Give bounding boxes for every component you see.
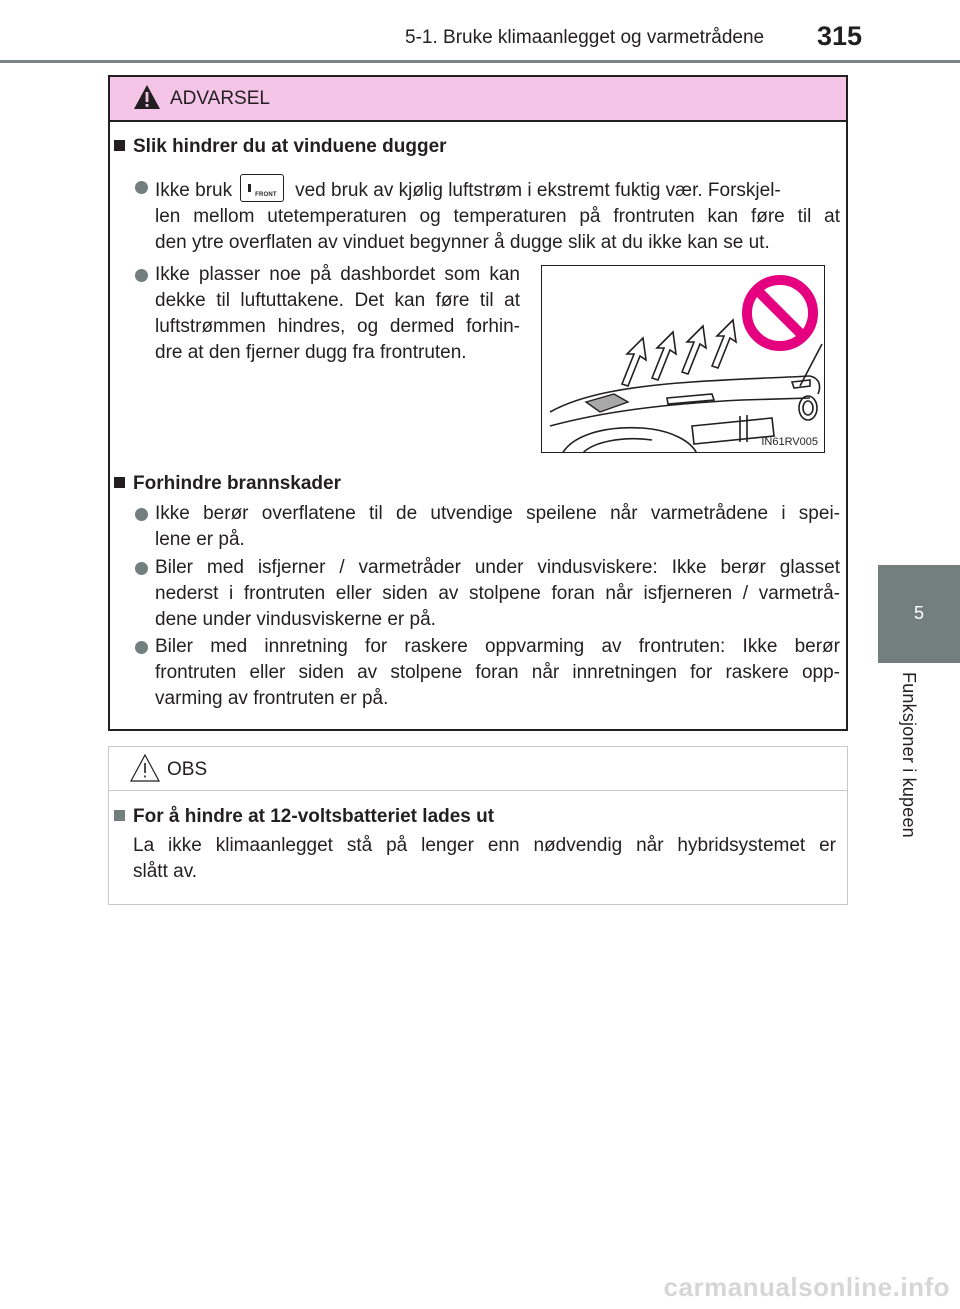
square-bullet-icon	[114, 810, 125, 821]
round-bullet-icon	[135, 269, 148, 282]
warning-header	[110, 77, 846, 122]
list-item: Biler med isfjerner / varmetråder under vindusviskere: Ikke berør glasset nederst i frontruten eller siden av stolpene foran når isfjerneren / varmetrå- dene under vindusviskerne er på.	[155, 555, 840, 633]
chapter-label: Funksjoner i kupeen	[899, 672, 919, 838]
figure-code: IN61RV005	[761, 436, 818, 448]
footer-watermark[interactable]: carmanualsonline.info	[663, 1272, 950, 1302]
list-item: Ikke berør overflatene til de utvendige speilene når varmetrådene i spei- lene er på.	[155, 501, 840, 553]
square-bullet-icon	[114, 477, 125, 488]
round-bullet-icon	[135, 562, 148, 575]
notice-header	[109, 747, 847, 791]
header-rule	[0, 60, 960, 63]
chapter-tab[interactable]	[878, 565, 960, 663]
chapter-number: 5	[913, 603, 924, 623]
dashboard-illustration	[541, 265, 825, 453]
front-defroster-button-icon: FRONT	[240, 174, 284, 202]
round-bullet-icon	[135, 641, 148, 654]
section-title-battery: For å hindre at 12-voltsbatteriet lades ut	[114, 806, 494, 828]
running-header-title: 5-1. Bruke klimaanlegget og varmetrådene	[405, 27, 765, 48]
caution-triangle-outline-icon	[129, 753, 161, 788]
prohibition-icon	[747, 280, 813, 346]
square-bullet-icon	[114, 140, 125, 151]
notice-title: OBS	[167, 759, 208, 780]
list-item: Ikke bruk FRONT ved bruk av kjølig luftstrøm i ekstremt fuktig vær. Forskjel- len mellom utetemperaturen og temperaturen på frontruten kan føre til at den ytre overflaten av vinduet begynner å dugge slik at du ikke kan se ut.	[155, 174, 840, 256]
round-bullet-icon	[135, 508, 148, 521]
page-number: 315	[817, 21, 863, 51]
list-item: Biler med innretning for raskere oppvarming av frontruten: Ikke berør frontruten eller siden av stolpene foran når innretningen for raskere opp- varming av frontruten er på.	[155, 634, 840, 712]
list-item: Ikke plasser noe på dashbordet som kan dekke til luftuttakene. Det kan føre til at luftstrømmen hindres, og dermed forhin- dre at den fjerner dugg fra frontruten.	[155, 262, 520, 366]
section-title-fog: Slik hindrer du at vinduene dugger	[114, 136, 447, 158]
airflow-arrows-icon	[622, 320, 736, 386]
warning-triangle-icon	[132, 83, 162, 116]
section-title-burns: Forhindre brannskader	[114, 473, 341, 495]
warning-title: ADVARSEL	[170, 88, 270, 109]
round-bullet-icon	[135, 181, 148, 194]
notice-text: La ikke klimaanlegget stå på lenger enn nødvendig når hybridsystemet er slått av.	[133, 835, 836, 882]
